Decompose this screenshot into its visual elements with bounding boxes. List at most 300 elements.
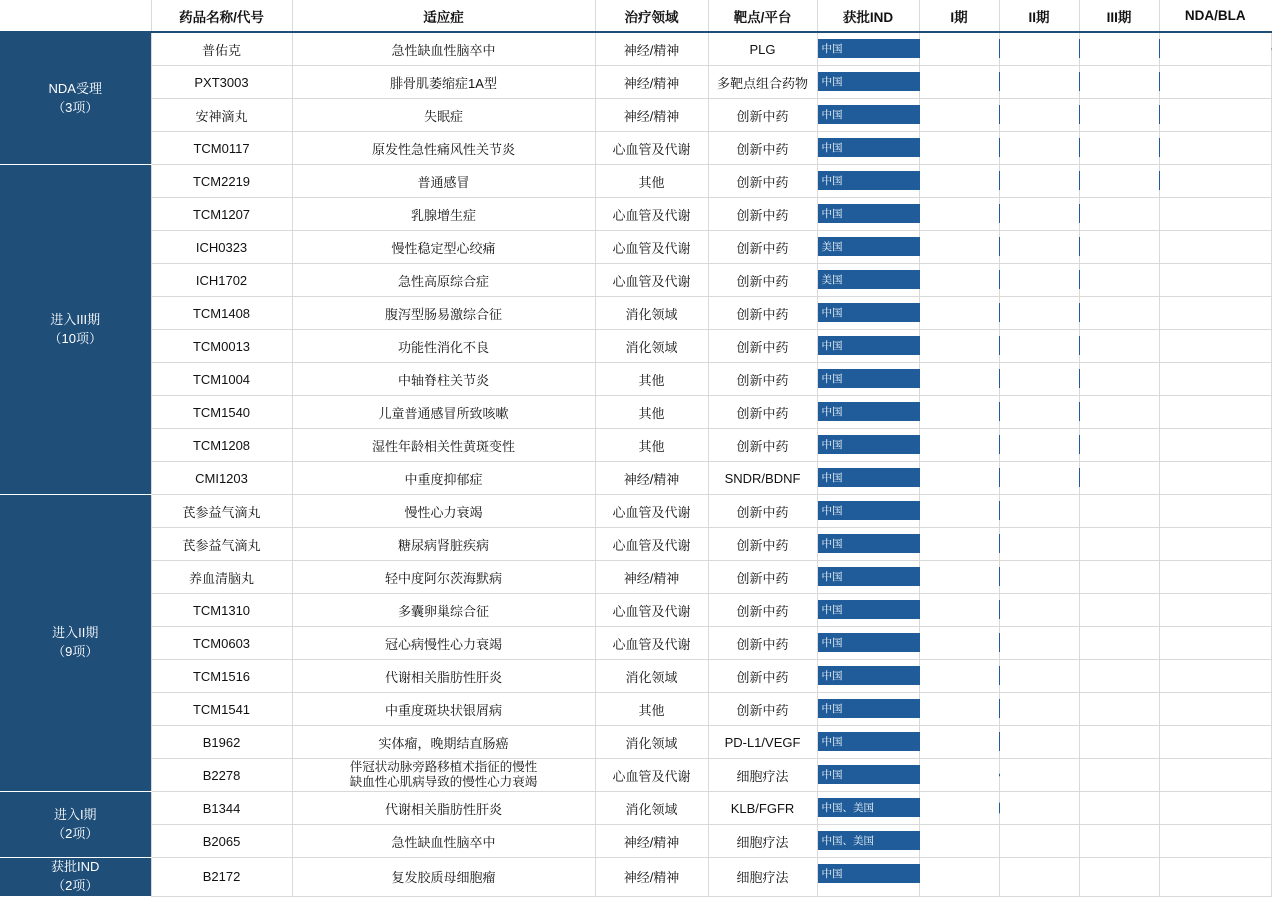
phase-cell-0 (817, 99, 919, 132)
phase-cell-1 (919, 495, 999, 528)
cell-drug-name: B2172 (151, 858, 292, 897)
phase-cell-3 (1079, 132, 1159, 165)
cell-therapy-area: 其他 (595, 396, 708, 429)
phase-cell-2 (999, 495, 1079, 528)
group-label-line2: （2项） (52, 825, 99, 841)
header-col-2: 治疗领域 (595, 0, 708, 32)
phase-cell-2 (999, 297, 1079, 330)
phase-cell-3 (1079, 693, 1159, 726)
cell-indication: 腹泻型肠易激综合征 (292, 297, 595, 330)
phase-cell-3 (1079, 231, 1159, 264)
cell-indication: 代谢相关脂肪性肝炎 (292, 792, 595, 825)
table-row (0, 330, 1271, 363)
bar-label: 中国 (821, 472, 843, 484)
cell-drug-name: 普佑克 (151, 32, 292, 66)
phase-cell-3 (1079, 66, 1159, 99)
table-row (0, 66, 1271, 99)
group-label-line1: NDA受理 (48, 80, 102, 96)
phase-cell-3 (1079, 363, 1159, 396)
phase-cell-0 (817, 32, 919, 66)
phase-cell-3 (1079, 528, 1159, 561)
phase-cell-4 (1159, 32, 1271, 66)
phase-cell-2 (999, 660, 1079, 693)
phase-cell-2 (999, 693, 1079, 726)
table-row (0, 462, 1271, 495)
cell-indication: 普通感冒 (292, 165, 595, 198)
phase-cell-1 (919, 792, 999, 825)
phase-cell-1 (919, 858, 999, 897)
phase-cell-3 (1079, 330, 1159, 363)
cell-target: PLG (708, 32, 817, 66)
phase-cell-4 (1159, 396, 1271, 429)
phase-cell-4 (1159, 66, 1271, 99)
table-row (0, 297, 1271, 330)
bar-label: 美国 (821, 241, 843, 253)
phase-cell-0 (817, 726, 919, 759)
group-label-2 (0, 495, 151, 792)
cell-indication: 失眠症 (292, 99, 595, 132)
cell-drug-name: ICH0323 (151, 231, 292, 264)
group-label-1 (0, 165, 151, 495)
phase-cell-2 (999, 759, 1079, 792)
phase-cell-4 (1159, 726, 1271, 759)
bar-label: 中国、美国 (821, 835, 874, 847)
phase-cell-4 (1159, 363, 1271, 396)
phase-cell-2 (999, 627, 1079, 660)
phase-cell-3 (1079, 32, 1159, 66)
group-label-line2: （10项） (48, 330, 102, 346)
cell-line: 缺血性心肌病导致的慢性心力衰竭 (349, 775, 538, 789)
cell-indication: 功能性消化不良 (292, 330, 595, 363)
phase-cell-1 (919, 66, 999, 99)
bar-label: 中国 (821, 769, 843, 781)
cell-target: 创新中药 (708, 627, 817, 660)
phase-cell-2 (999, 66, 1079, 99)
group-label-line1: 进入I期 (53, 806, 97, 822)
cell-drug-name: TCM1540 (151, 396, 292, 429)
table-row (0, 759, 1271, 792)
phase-cell-1 (919, 561, 999, 594)
phase-cell-4 (1159, 165, 1271, 198)
phase-cell-1 (919, 330, 999, 363)
table-row (0, 132, 1271, 165)
table-row (0, 825, 1271, 858)
phase-cell-3 (1079, 198, 1159, 231)
cell-indication: 代谢相关脂肪性肝炎 (292, 660, 595, 693)
phase-cell-2 (999, 198, 1079, 231)
cell-target: 创新中药 (708, 363, 817, 396)
group-label-line2: （3项） (52, 99, 99, 115)
cell-drug-name: 养血清脑丸 (151, 561, 292, 594)
cell-therapy-area: 心血管及代谢 (595, 528, 708, 561)
bar-label: 中国 (821, 439, 843, 451)
phase-cell-1 (919, 363, 999, 396)
phase-cell-2 (999, 99, 1079, 132)
phase-cell-2 (999, 825, 1079, 858)
header-col-7: III期 (1079, 0, 1159, 32)
phase-cell-4 (1159, 264, 1271, 297)
cell-drug-name: TCM1207 (151, 198, 292, 231)
header-col-6: II期 (999, 0, 1079, 32)
cell-target: 创新中药 (708, 132, 817, 165)
cell-target: 创新中药 (708, 561, 817, 594)
table-header-row (0, 0, 1271, 32)
cell-indication: 慢性心力衰竭 (292, 495, 595, 528)
phase-cell-4 (1159, 627, 1271, 660)
phase-cell-4 (1159, 825, 1271, 858)
phase-cell-0 (817, 66, 919, 99)
cell-target: 创新中药 (708, 297, 817, 330)
phase-cell-1 (919, 231, 999, 264)
table-row (0, 726, 1271, 759)
phase-cell-4 (1159, 297, 1271, 330)
cell-target: PD-L1/VEGF (708, 726, 817, 759)
cell-indication: 糖尿病肾脏疾病 (292, 528, 595, 561)
cell-indication: 轻中度阿尔茨海默病 (292, 561, 595, 594)
cell-therapy-area: 神经/精神 (595, 32, 708, 66)
phase-cell-0 (817, 792, 919, 825)
cell-indication: 中轴脊柱关节炎 (292, 363, 595, 396)
phase-cell-0 (817, 759, 919, 792)
phase-cell-4 (1159, 198, 1271, 231)
cell-therapy-area: 心血管及代谢 (595, 495, 708, 528)
cell-target: 创新中药 (708, 660, 817, 693)
cell-therapy-area: 心血管及代谢 (595, 198, 708, 231)
phase-cell-0 (817, 825, 919, 858)
phase-cell-3 (1079, 462, 1159, 495)
cell-therapy-area: 心血管及代谢 (595, 594, 708, 627)
table-row (0, 594, 1271, 627)
bar-label: 中国 (821, 43, 843, 55)
bar-label: 中国 (821, 637, 843, 649)
phase-cell-3 (1079, 594, 1159, 627)
cell-drug-name: 芪参益气滴丸 (151, 495, 292, 528)
phase-cell-2 (999, 462, 1079, 495)
cell-target: 创新中药 (708, 165, 817, 198)
group-label-line1: 进入III期 (50, 311, 101, 327)
bar-label: 中国 (821, 868, 843, 880)
phase-cell-2 (999, 561, 1079, 594)
bar-label: 中国 (821, 109, 843, 121)
cell-target: 创新中药 (708, 264, 817, 297)
phase-cell-3 (1079, 858, 1159, 897)
bar-label: 中国 (821, 175, 843, 187)
phase-cell-3 (1079, 792, 1159, 825)
phase-cell-4 (1159, 132, 1271, 165)
phase-cell-4 (1159, 594, 1271, 627)
phase-cell-0 (817, 363, 919, 396)
cell-indication: 乳腺增生症 (292, 198, 595, 231)
phase-cell-1 (919, 132, 999, 165)
cell-indication: 原发性急性痛风性关节炎 (292, 132, 595, 165)
cell-drug-name: TCM1541 (151, 693, 292, 726)
phase-cell-3 (1079, 825, 1159, 858)
cell-target: 多靶点组合药物 (708, 66, 817, 99)
cell-drug-name: TCM1208 (151, 429, 292, 462)
table-row (0, 792, 1271, 825)
cell-target: 创新中药 (708, 330, 817, 363)
cell-drug-name: TCM0013 (151, 330, 292, 363)
cell-indication (292, 759, 595, 792)
phase-cell-2 (999, 363, 1079, 396)
phase-cell-0 (817, 330, 919, 363)
phase-cell-1 (919, 528, 999, 561)
phase-cell-0 (817, 594, 919, 627)
cell-drug-name: 芪参益气滴丸 (151, 528, 292, 561)
table-row (0, 495, 1271, 528)
phase-cell-4 (1159, 858, 1271, 897)
cell-therapy-area: 心血管及代谢 (595, 132, 708, 165)
cell-drug-name: TCM1004 (151, 363, 292, 396)
phase-cell-2 (999, 264, 1079, 297)
bar-label: 中国 (821, 736, 843, 748)
cell-therapy-area: 心血管及代谢 (595, 759, 708, 792)
table-row (0, 198, 1271, 231)
header-col-1: 适应症 (292, 0, 595, 32)
phase-cell-1 (919, 264, 999, 297)
phase-cell-2 (999, 528, 1079, 561)
cell-therapy-area: 消化领域 (595, 792, 708, 825)
table-row (0, 627, 1271, 660)
bar-label: 中国 (821, 505, 843, 517)
phase-cell-0 (817, 264, 919, 297)
group-label-4 (0, 858, 151, 897)
cell-indication: 腓骨肌萎缩症1A型 (292, 66, 595, 99)
table-row (0, 660, 1271, 693)
bar-label: 中国 (821, 703, 843, 715)
cell-indication: 中重度抑郁症 (292, 462, 595, 495)
phase-cell-4 (1159, 561, 1271, 594)
cell-indication: 慢性稳定型心绞痛 (292, 231, 595, 264)
cell-drug-name: TCM0117 (151, 132, 292, 165)
bar-label: 中国、美国 (821, 802, 874, 814)
cell-indication: 中重度斑块状银屑病 (292, 693, 595, 726)
cell-therapy-area: 神经/精神 (595, 66, 708, 99)
bar-label: 美国 (821, 274, 843, 286)
group-label-3 (0, 792, 151, 858)
phase-cell-0 (817, 627, 919, 660)
table-body (0, 32, 1271, 896)
cell-therapy-area: 神经/精神 (595, 462, 708, 495)
cell-target: 创新中药 (708, 198, 817, 231)
cell-line: 伴冠状动脉旁路移植术指征的慢性 (349, 760, 538, 774)
header-col-5: I期 (919, 0, 999, 32)
table-row (0, 396, 1271, 429)
phase-cell-2 (999, 132, 1079, 165)
phase-cell-3 (1079, 264, 1159, 297)
cell-target: 细胞疗法 (708, 825, 817, 858)
cell-drug-name: 安神滴丸 (151, 99, 292, 132)
cell-target: 创新中药 (708, 528, 817, 561)
header-col-8: NDA/BLA (1159, 0, 1271, 32)
phase-cell-3 (1079, 495, 1159, 528)
cell-therapy-area: 其他 (595, 165, 708, 198)
bar-label: 中国 (821, 340, 843, 352)
phase-cell-1 (919, 99, 999, 132)
group-label-line2: （2项） (52, 877, 99, 893)
cell-target: 创新中药 (708, 429, 817, 462)
cell-drug-name: TCM1516 (151, 660, 292, 693)
phase-cell-0 (817, 198, 919, 231)
cell-target: 创新中药 (708, 231, 817, 264)
phase-cell-3 (1079, 627, 1159, 660)
cell-drug-name: B2065 (151, 825, 292, 858)
cell-indication: 急性缺血性脑卒中 (292, 32, 595, 66)
phase-cell-0 (817, 495, 919, 528)
table-row (0, 363, 1271, 396)
cell-therapy-area: 其他 (595, 363, 708, 396)
phase-cell-1 (919, 660, 999, 693)
cell-drug-name: TCM0603 (151, 627, 292, 660)
header-col-4: 获批IND (817, 0, 919, 32)
progress-bar (818, 831, 925, 850)
cell-indication: 复发胶质母细胞瘤 (292, 858, 595, 897)
table-row (0, 231, 1271, 264)
header-col-3: 靶点/平台 (708, 0, 817, 32)
cell-drug-name: TCM1310 (151, 594, 292, 627)
phase-cell-0 (817, 396, 919, 429)
cell-therapy-area: 消化领域 (595, 330, 708, 363)
bar-label: 中国 (821, 538, 843, 550)
cell-target: KLB/FGFR (708, 792, 817, 825)
phase-cell-2 (999, 32, 1079, 66)
progress-bar (818, 864, 921, 883)
phase-cell-2 (999, 231, 1079, 264)
table-row (0, 561, 1271, 594)
phase-cell-3 (1079, 660, 1159, 693)
phase-cell-2 (999, 330, 1079, 363)
phase-cell-0 (817, 528, 919, 561)
bar-label: 中国 (821, 76, 843, 88)
phase-cell-4 (1159, 528, 1271, 561)
phase-cell-4 (1159, 330, 1271, 363)
cell-therapy-area: 神经/精神 (595, 858, 708, 897)
table-row (0, 858, 1271, 897)
phase-cell-4 (1159, 792, 1271, 825)
phase-cell-1 (919, 429, 999, 462)
cell-indication: 儿童普通感冒所致咳嗽 (292, 396, 595, 429)
phase-cell-0 (817, 858, 919, 897)
cell-indication: 多囊卵巢综合征 (292, 594, 595, 627)
cell-drug-name: B2278 (151, 759, 292, 792)
phase-cell-1 (919, 165, 999, 198)
phase-cell-1 (919, 627, 999, 660)
phase-cell-1 (919, 594, 999, 627)
phase-cell-0 (817, 561, 919, 594)
phase-cell-0 (817, 660, 919, 693)
bar-label: 中国 (821, 142, 843, 154)
header-blank (0, 0, 151, 32)
cell-therapy-area: 神经/精神 (595, 825, 708, 858)
cell-therapy-area: 其他 (595, 693, 708, 726)
phase-cell-2 (999, 792, 1079, 825)
cell-indication: 冠心病慢性心力衰竭 (292, 627, 595, 660)
phase-cell-1 (919, 825, 999, 858)
group-label-0 (0, 32, 151, 165)
phase-cell-4 (1159, 660, 1271, 693)
phase-cell-3 (1079, 759, 1159, 792)
table-row (0, 264, 1271, 297)
cell-target: 创新中药 (708, 396, 817, 429)
phase-cell-1 (919, 297, 999, 330)
phase-cell-1 (919, 32, 999, 66)
cell-target: 创新中药 (708, 99, 817, 132)
table-row (0, 528, 1271, 561)
phase-cell-2 (999, 594, 1079, 627)
phase-cell-0 (817, 297, 919, 330)
phase-cell-0 (817, 462, 919, 495)
group-label-line1: 进入II期 (52, 625, 99, 641)
phase-cell-4 (1159, 462, 1271, 495)
group-label-line1: 获批IND (51, 859, 100, 874)
phase-cell-3 (1079, 561, 1159, 594)
cell-target: 细胞疗法 (708, 858, 817, 897)
phase-cell-3 (1079, 165, 1159, 198)
phase-cell-0 (817, 429, 919, 462)
cell-therapy-area: 心血管及代谢 (595, 627, 708, 660)
cell-indication: 湿性年龄相关性黄斑变性 (292, 429, 595, 462)
cell-target: 细胞疗法 (708, 759, 817, 792)
phase-cell-2 (999, 429, 1079, 462)
cell-therapy-area: 消化领域 (595, 297, 708, 330)
table-row (0, 429, 1271, 462)
phase-cell-3 (1079, 297, 1159, 330)
bar-label: 中国 (821, 208, 843, 220)
cell-drug-name: PXT3003 (151, 66, 292, 99)
cell-drug-name: CMI1203 (151, 462, 292, 495)
phase-cell-4 (1159, 429, 1271, 462)
phase-cell-0 (817, 693, 919, 726)
phase-cell-1 (919, 693, 999, 726)
phase-cell-3 (1079, 99, 1159, 132)
cell-drug-name: ICH1702 (151, 264, 292, 297)
cell-therapy-area: 心血管及代谢 (595, 231, 708, 264)
bar-label: 中国 (821, 604, 843, 616)
cell-target: SNDR/BDNF (708, 462, 817, 495)
header-col-0: 药品名称/代号 (151, 0, 292, 32)
phase-cell-3 (1079, 429, 1159, 462)
phase-cell-0 (817, 165, 919, 198)
cell-indication: 实体瘤，晚期结直肠癌 (292, 726, 595, 759)
cell-target: 创新中药 (708, 693, 817, 726)
phase-cell-2 (999, 858, 1079, 897)
phase-cell-4 (1159, 231, 1271, 264)
phase-cell-0 (817, 132, 919, 165)
phase-cell-2 (999, 726, 1079, 759)
phase-cell-3 (1079, 726, 1159, 759)
cell-therapy-area: 心血管及代谢 (595, 264, 708, 297)
cell-therapy-area: 神经/精神 (595, 99, 708, 132)
table-row (0, 32, 1271, 66)
table-row (0, 165, 1271, 198)
table-row (0, 693, 1271, 726)
phase-cell-1 (919, 462, 999, 495)
bar-label: 中国 (821, 373, 843, 385)
bar-label: 中国 (821, 670, 843, 682)
cell-drug-name: B1962 (151, 726, 292, 759)
group-label-line2: （9项） (52, 644, 99, 659)
cell-therapy-area: 神经/精神 (595, 561, 708, 594)
bar-label: 中国 (821, 307, 843, 319)
cell-indication: 急性缺血性脑卒中 (292, 825, 595, 858)
phase-cell-0 (817, 231, 919, 264)
phase-cell-1 (919, 759, 999, 792)
phase-cell-1 (919, 396, 999, 429)
phase-cell-4 (1159, 99, 1271, 132)
table-row (0, 99, 1271, 132)
bar-label: 中国 (821, 571, 843, 583)
cell-therapy-area: 其他 (595, 429, 708, 462)
